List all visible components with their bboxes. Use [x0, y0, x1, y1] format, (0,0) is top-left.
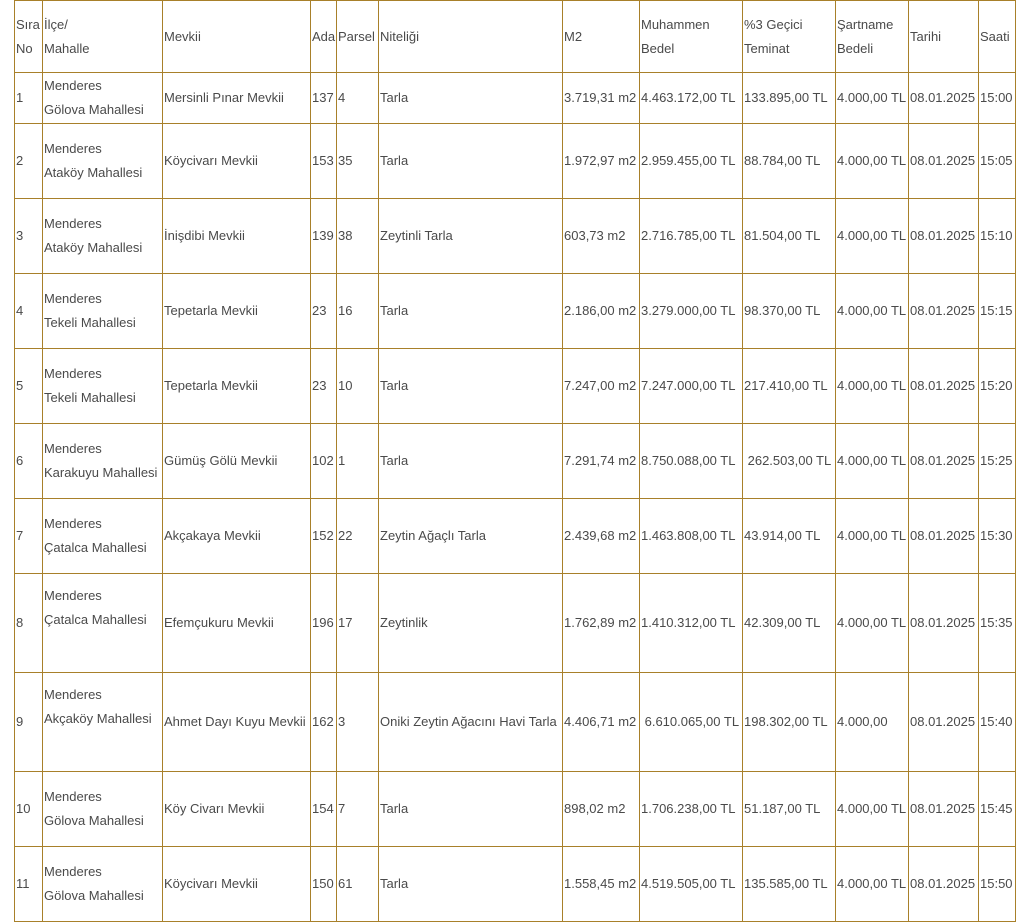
- cell-sartname-bedeli: 4.000,00 TL: [836, 124, 909, 199]
- cell-saat: 15:10: [979, 199, 1016, 274]
- cell-ada: 102: [311, 424, 337, 499]
- cell-district: Menderes: [44, 441, 102, 456]
- cell-location: [43, 199, 163, 274]
- cell-district: Menderes: [44, 516, 102, 531]
- cell-saat: 15:00: [979, 73, 1016, 124]
- cell-parsel: 1: [337, 424, 379, 499]
- cell-mevkii: Köy Civarı Mevkii: [163, 772, 311, 847]
- table-row: [15, 199, 1016, 274]
- cell-m2: 898,02 m2: [563, 772, 640, 847]
- cell-tarih: 08.01.2025: [909, 199, 979, 274]
- header-sartname-line1: Şartname: [837, 16, 894, 32]
- cell-neighbourhood: Tekeli Mahallesi: [44, 390, 136, 405]
- cell-nitelik: Tarla: [379, 124, 563, 199]
- cell-mevkii: Mersinli Pınar Mevkii: [163, 73, 311, 124]
- cell-m2: 1.762,89 m2: [563, 574, 640, 673]
- cell-m2: 603,73 m2: [563, 199, 640, 274]
- cell-mevkii: Tepetarla Mevkii: [163, 274, 311, 349]
- cell-location: [43, 274, 163, 349]
- cell-nitelik: Tarla: [379, 424, 563, 499]
- cell-location: [43, 574, 163, 673]
- table-row: [15, 124, 1016, 199]
- cell-sira-no: 11: [15, 847, 43, 922]
- cell-saat: 15:05: [979, 124, 1016, 199]
- header-ada: Ada: [311, 1, 337, 73]
- cell-mevkii: Gümüş Gölü Mevkii: [163, 424, 311, 499]
- cell-neighbourhood: Gölova Mahallesi: [44, 813, 144, 828]
- cell-muhammen-bedel: 2.716.785,00 TL: [640, 199, 743, 274]
- cell-neighbourhood: Tekeli Mahallesi: [44, 315, 136, 330]
- cell-ada: 153: [311, 124, 337, 199]
- table-wrapper: [14, 0, 1016, 922]
- cell-sira-no: 5: [15, 349, 43, 424]
- cell-ada: 23: [311, 274, 337, 349]
- header-saati: Saati: [979, 1, 1016, 73]
- cell-neighbourhood: Gölova Mahallesi: [44, 102, 144, 117]
- cell-muhammen-bedel: 2.959.455,00 TL: [640, 124, 743, 199]
- cell-neighbourhood: Çatalca Mahallesi: [44, 612, 147, 627]
- cell-tarih: 08.01.2025: [909, 847, 979, 922]
- header-teminat-line2: Teminat: [744, 40, 790, 56]
- header-ilce-line2: Mahalle: [44, 40, 90, 56]
- cell-location: [43, 673, 163, 772]
- cell-m2: 3.719,31 m2: [563, 73, 640, 124]
- cell-district: Menderes: [44, 366, 102, 381]
- cell-ada: 137: [311, 73, 337, 124]
- cell-location: [43, 73, 163, 124]
- cell-tarih: 08.01.2025: [909, 499, 979, 574]
- cell-muhammen-bedel: 4.463.172,00 TL: [640, 73, 743, 124]
- header-teminat-line1: %3 Geçici: [744, 16, 803, 32]
- cell-gecici-teminat: 217.410,00 TL: [743, 349, 836, 424]
- cell-m2: 1.558,45 m2: [563, 847, 640, 922]
- cell-mevkii: Ahmet Dayı Kuyu Mevkii: [163, 673, 311, 772]
- cell-mevkii: Efemçukuru Mevkii: [163, 574, 311, 673]
- table-header: [15, 1, 1016, 73]
- cell-tarih: 08.01.2025: [909, 349, 979, 424]
- cell-gecici-teminat: 135.585,00 TL: [743, 847, 836, 922]
- cell-mevkii: İnişdibi Mevkii: [163, 199, 311, 274]
- cell-muhammen-bedel: 1.410.312,00 TL: [640, 574, 743, 673]
- cell-gecici-teminat: 198.302,00 TL: [743, 673, 836, 772]
- cell-gecici-teminat: 98.370,00 TL: [743, 274, 836, 349]
- cell-sira-no: 4: [15, 274, 43, 349]
- cell-sartname-bedeli: 4.000,00 TL: [836, 499, 909, 574]
- cell-tarih: 08.01.2025: [909, 673, 979, 772]
- cell-location: [43, 847, 163, 922]
- cell-neighbourhood: Ataköy Mahallesi: [44, 165, 143, 180]
- cell-district: Menderes: [44, 216, 102, 231]
- header-row: [15, 1, 1016, 73]
- cell-gecici-teminat: 262.503,00 TL: [743, 424, 836, 499]
- cell-tarih: 08.01.2025: [909, 772, 979, 847]
- cell-neighbourhood: Akçaköy Mahallesi: [44, 711, 152, 726]
- cell-tarih: 08.01.2025: [909, 424, 979, 499]
- cell-gecici-teminat: 81.504,00 TL: [743, 199, 836, 274]
- cell-sartname-bedeli: 4.000,00: [836, 673, 909, 772]
- table-row: [15, 73, 1016, 124]
- cell-saat: 15:50: [979, 847, 1016, 922]
- cell-nitelik: Zeytinlik: [379, 574, 563, 673]
- cell-saat: 15:45: [979, 772, 1016, 847]
- header-parsel: Parsel: [337, 1, 379, 73]
- cell-sartname-bedeli: 4.000,00 TL: [836, 349, 909, 424]
- table-row: [15, 772, 1016, 847]
- cell-neighbourhood: Gölova Mahallesi: [44, 888, 144, 903]
- cell-location: [43, 124, 163, 199]
- cell-mevkii: Köycivarı Mevkii: [163, 847, 311, 922]
- cell-saat: 15:35: [979, 574, 1016, 673]
- cell-tarih: 08.01.2025: [909, 574, 979, 673]
- cell-sira-no: 2: [15, 124, 43, 199]
- header-muhammen-line1: Muhammen: [641, 16, 710, 32]
- cell-saat: 15:25: [979, 424, 1016, 499]
- cell-gecici-teminat: 42.309,00 TL: [743, 574, 836, 673]
- cell-mevkii: Köycivarı Mevkii: [163, 124, 311, 199]
- header-niteligi: Niteliği: [379, 1, 563, 73]
- cell-location: [43, 499, 163, 574]
- cell-m2: 1.972,97 m2: [563, 124, 640, 199]
- cell-nitelik: Zeytinli Tarla: [379, 199, 563, 274]
- table-row: [15, 847, 1016, 922]
- cell-sira-no: 7: [15, 499, 43, 574]
- cell-parsel: 61: [337, 847, 379, 922]
- cell-parsel: 7: [337, 772, 379, 847]
- cell-saat: 15:30: [979, 499, 1016, 574]
- cell-saat: 15:40: [979, 673, 1016, 772]
- cell-sartname-bedeli: 4.000,00 TL: [836, 274, 909, 349]
- cell-district: Menderes: [44, 78, 102, 93]
- cell-m2: 2.439,68 m2: [563, 499, 640, 574]
- cell-sartname-bedeli: 4.000,00 TL: [836, 424, 909, 499]
- cell-neighbourhood: Ataköy Mahallesi: [44, 240, 143, 255]
- cell-m2: 2.186,00 m2: [563, 274, 640, 349]
- cell-mevkii: Tepetarla Mevkii: [163, 349, 311, 424]
- header-sartname-line2: Bedeli: [837, 40, 874, 56]
- cell-sartname-bedeli: 4.000,00 TL: [836, 772, 909, 847]
- cell-gecici-teminat: 43.914,00 TL: [743, 499, 836, 574]
- cell-sira-no: 10: [15, 772, 43, 847]
- cell-sira-no: 9: [15, 673, 43, 772]
- cell-muhammen-bedel: 7.247.000,00 TL: [640, 349, 743, 424]
- cell-sartname-bedeli: 4.000,00 TL: [836, 199, 909, 274]
- auction-table: [14, 0, 1016, 922]
- table-row: [15, 574, 1016, 673]
- cell-parsel: 35: [337, 124, 379, 199]
- cell-tarih: 08.01.2025: [909, 274, 979, 349]
- cell-gecici-teminat: 88.784,00 TL: [743, 124, 836, 199]
- header-muhammen-bedel: [640, 1, 743, 73]
- cell-nitelik: Tarla: [379, 772, 563, 847]
- cell-district: Menderes: [44, 864, 102, 879]
- cell-gecici-teminat: 51.187,00 TL: [743, 772, 836, 847]
- header-gecici-teminat: [743, 1, 836, 73]
- cell-mevkii: Akçakaya Mevkii: [163, 499, 311, 574]
- cell-neighbourhood: Çatalca Mahallesi: [44, 540, 147, 555]
- cell-tarih: 08.01.2025: [909, 124, 979, 199]
- cell-parsel: 10: [337, 349, 379, 424]
- cell-nitelik: Zeytin Ağaçlı Tarla: [379, 499, 563, 574]
- cell-district: Menderes: [44, 291, 102, 306]
- cell-muhammen-bedel: 1.463.808,00 TL: [640, 499, 743, 574]
- cell-gecici-teminat: 133.895,00 TL: [743, 73, 836, 124]
- cell-sira-no: 8: [15, 574, 43, 673]
- cell-district: Menderes: [44, 789, 102, 804]
- cell-parsel: 3: [337, 673, 379, 772]
- cell-m2: 4.406,71 m2: [563, 673, 640, 772]
- header-sira-line1: Sıra: [16, 16, 40, 32]
- cell-location: [43, 772, 163, 847]
- header-mevkii: Mevkii: [163, 1, 311, 73]
- cell-m2: 7.291,74 m2: [563, 424, 640, 499]
- table-body: [15, 73, 1016, 922]
- cell-sartname-bedeli: 4.000,00 TL: [836, 574, 909, 673]
- cell-ada: 162: [311, 673, 337, 772]
- cell-tarih: 08.01.2025: [909, 73, 979, 124]
- header-sira-line2: No: [16, 40, 33, 56]
- cell-muhammen-bedel: 3.279.000,00 TL: [640, 274, 743, 349]
- header-sira-no: [15, 1, 43, 73]
- cell-sira-no: 6: [15, 424, 43, 499]
- cell-muhammen-bedel: 1.706.238,00 TL: [640, 772, 743, 847]
- cell-ada: 152: [311, 499, 337, 574]
- cell-ada: 196: [311, 574, 337, 673]
- cell-location: [43, 424, 163, 499]
- cell-muhammen-bedel: 8.750.088,00 TL: [640, 424, 743, 499]
- cell-ada: 154: [311, 772, 337, 847]
- cell-saat: 15:15: [979, 274, 1016, 349]
- cell-sira-no: 3: [15, 199, 43, 274]
- table-row: [15, 349, 1016, 424]
- header-sartname-bedeli: [836, 1, 909, 73]
- header-m2: M2: [563, 1, 640, 73]
- cell-nitelik: Tarla: [379, 349, 563, 424]
- cell-ada: 139: [311, 199, 337, 274]
- cell-nitelik: Oniki Zeytin Ağacını Havi Tarla: [379, 673, 563, 772]
- cell-muhammen-bedel: 6.610.065,00 TL: [640, 673, 743, 772]
- header-ilce-line1: İlçe/: [44, 16, 68, 32]
- cell-sartname-bedeli: 4.000,00 TL: [836, 73, 909, 124]
- cell-district: Menderes: [44, 141, 102, 156]
- cell-parsel: 16: [337, 274, 379, 349]
- cell-ada: 150: [311, 847, 337, 922]
- table-row: [15, 499, 1016, 574]
- cell-nitelik: Tarla: [379, 73, 563, 124]
- cell-ada: 23: [311, 349, 337, 424]
- header-ilce-mahalle: [43, 1, 163, 73]
- cell-parsel: 38: [337, 199, 379, 274]
- cell-m2: 7.247,00 m2: [563, 349, 640, 424]
- table-row: [15, 673, 1016, 772]
- table-row: [15, 274, 1016, 349]
- cell-location: [43, 349, 163, 424]
- table-row: [15, 424, 1016, 499]
- cell-nitelik: Tarla: [379, 274, 563, 349]
- header-tarihi: Tarihi: [909, 1, 979, 73]
- cell-parsel: 22: [337, 499, 379, 574]
- cell-parsel: 17: [337, 574, 379, 673]
- cell-sartname-bedeli: 4.000,00 TL: [836, 847, 909, 922]
- cell-saat: 15:20: [979, 349, 1016, 424]
- header-muhammen-line2: Bedel: [641, 40, 675, 56]
- cell-district: Menderes: [44, 588, 102, 603]
- cell-sira-no: 1: [15, 73, 43, 124]
- cell-district: Menderes: [44, 687, 102, 702]
- cell-nitelik: Tarla: [379, 847, 563, 922]
- cell-neighbourhood: Karakuyu Mahallesi: [44, 465, 158, 480]
- cell-muhammen-bedel: 4.519.505,00 TL: [640, 847, 743, 922]
- cell-parsel: 4: [337, 73, 379, 124]
